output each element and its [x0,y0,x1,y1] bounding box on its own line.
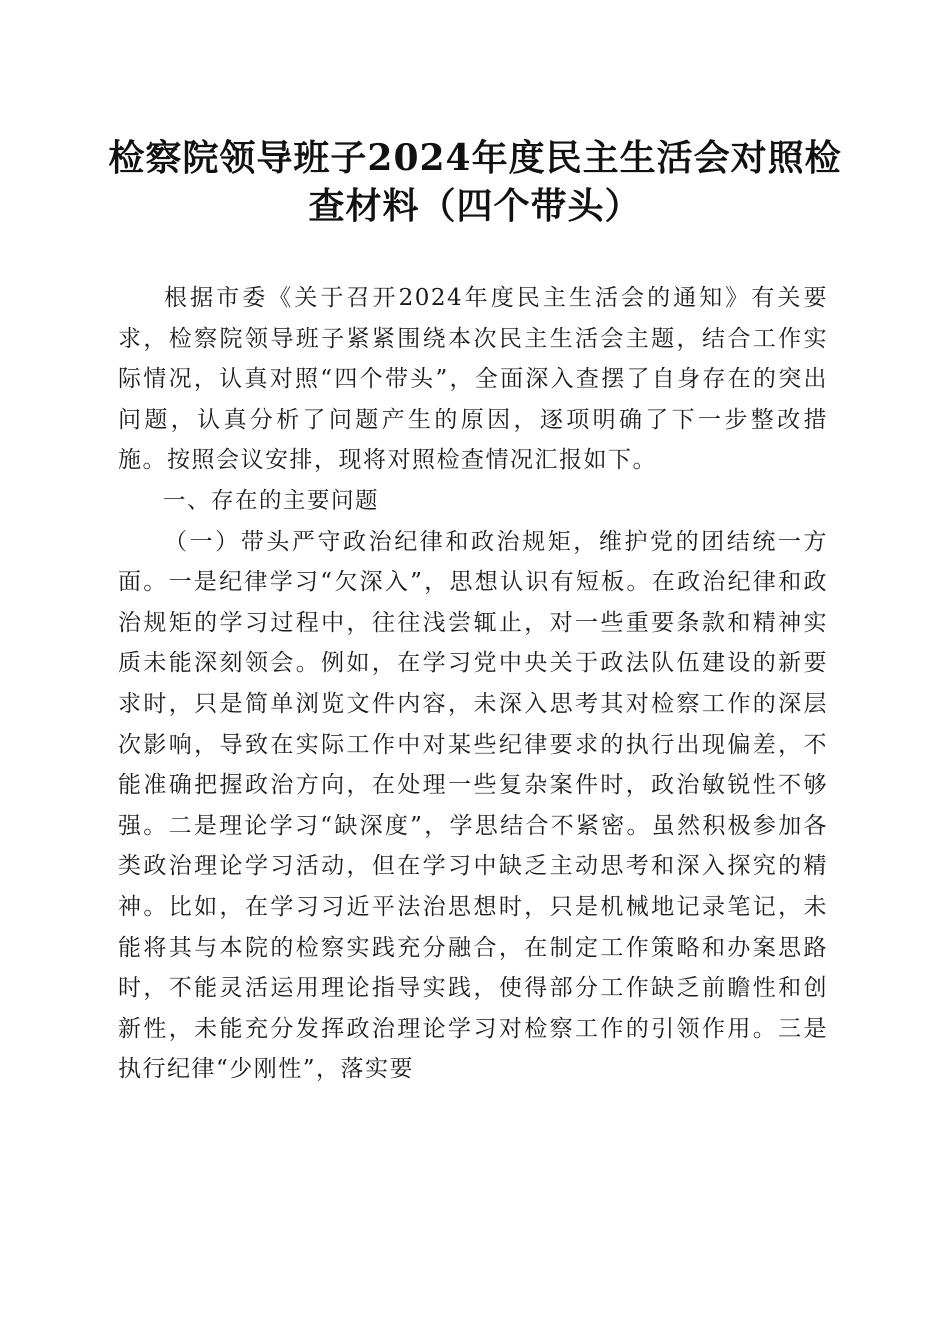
title-line-1: 检察院领导班子2024年度民主生活会对照检 [108,137,842,179]
title-line-2: 查材料（四个带头） [308,185,642,227]
document-body [118,278,828,1090]
subsection-paragraph [118,522,828,1090]
document-title [100,134,850,230]
intro-paragraph: 根据市委《关于召开2024年度民主生活会的通知》有关要求，检察院领导班子紧紧围绕本次民主生活会主题，结合工作实际情况，认真对照“四个带头”，全面深入查摆了自身存在的突出问题，认真分析了问题产生的原因，逐项明确了下一步整改措施。按照会议安排，现将对照检查情况汇报如下。 [118,285,828,474]
subsection-body: 一是纪律学习“欠深入”，思想认识有短板。在政治纪律和政治规矩的学习过程中，往往浅尝辄止，对一些重要条款和精神实质未能深刻领会。例如，在学习党中央关于政法队伍建设的新要求时，只是简单浏览文件内容，未深入思考其对检察工作的深层次影响，导致在实际工作中对某些纪律要求的执行出现偏差，不能准确把握政治方向，在处理一些复杂案件时，政治敏锐性不够强。二是理论学习“缺深度”，学思结合不紧密。虽然积极参加各类政治理论学习活动，但在学习中缺乏主动思考和深入探究的精神。比如，在学习习近平法治思想时，只是机械地记录笔记，未能将其与本院的检察实践充分融合，在制定工作策略和办案思路时，不能灵活运用理论指导实践，使得部分工作缺乏前瞻性和创新性，未能充分发挥政治理论学习对检察工作的引领作用。三是执行纪律“少刚性”，落实要 [118,569,828,1083]
subsection-lead: （一）带头严守政治纪律和政治规矩，维护党的团结统一方面。 [118,528,828,596]
section-heading: 一、存在的主要问题 [163,487,380,514]
